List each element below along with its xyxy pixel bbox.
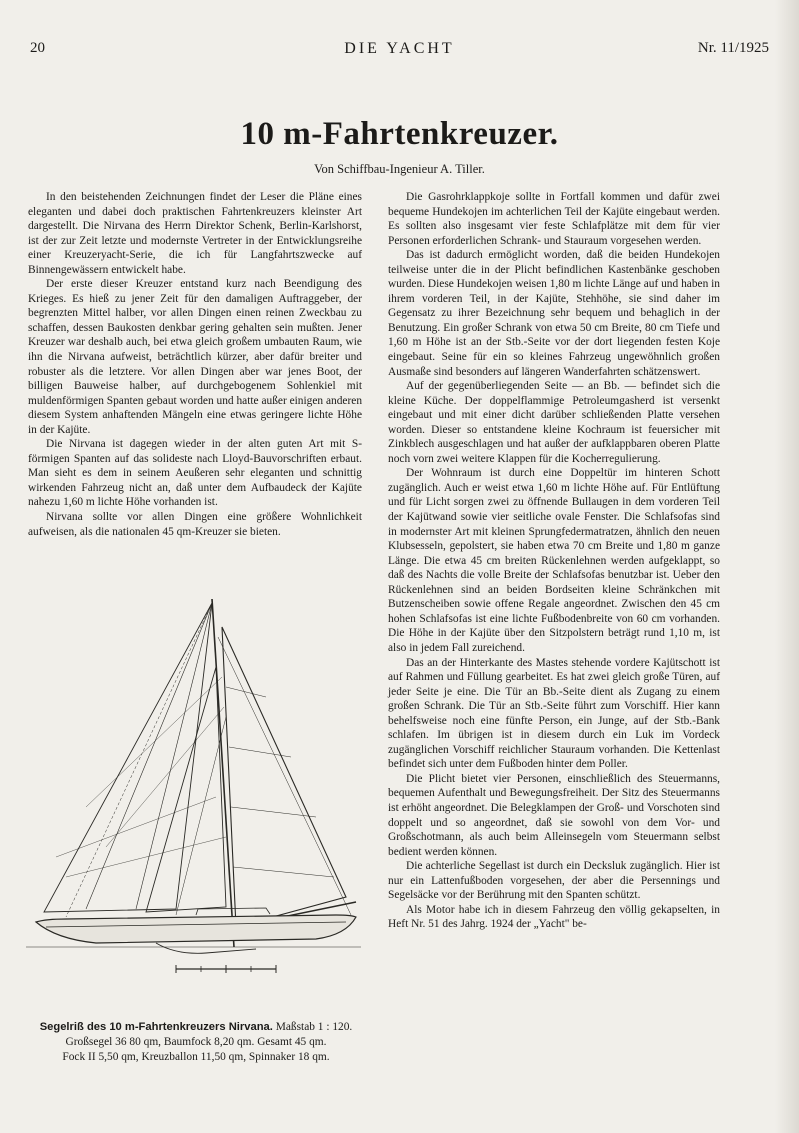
caption-sail-areas-1: Großsegel 36 80 qm, Baumfock 8,20 qm. Gesamt 45 qm. [65,1036,327,1048]
paragraph: Nirvana sollte vor allen Dingen eine größere Wohnlichkeit aufweisen, als die nationalen 45 qm-Kreuzer sie bieten. [28,511,362,538]
paragraph: Der erste dieser Kreuzer entstand kurz nach Beendigung des Krieges. Es hieß zu jener Zeit für den damaligen Auftraggeber, der begrenzten Mittel halber, vor allen Dingen einen reinen Zweckbau zu schaffen, dessen Baukosten denkbar gering gehalten sein mußten. Jener Kreuzer war deshalb auch, bei etwa gleich großem umbauten Raum, wie ihn die Nirvana aufweist, beträchtlich kürzer, aber dafür breiter und robuster als die letztere. Vor allen Dingen aber war jenes Boot, der billigen Bauweise halber, auf durchgebogenem Sohlenkiel mit muldenförmigen Spanten gebaut worden und hatte außer einigen anderen diesem System anhaftenden Mängeln eine etwas geringere lichte Höhe in der Kajüte. [28,278,363,436]
paragraph: Das ist dadurch ermöglicht worden, daß die beiden Hundekojen teilweise unter die in der Plicht befindlichen Kastenbänke geschoben wurden. Diese Hundekojen weisen 1,80 m lichte Länge auf und haben in ihrem vorderen Teil, in der Kajüte, Stehhöhe, sie sind daher im Gegensatz zu ihrer Bezeichnung sehr bequem und behaglich in der Benutzung. Ein großer Schrank von etwa 50 cm Breite, 80 cm Tiefe und 1,60 m Höhe ist an der Stb.-Seite vor der dort liegenden festen Koje eingebaut. Seine für ein so kleines Fahrzeug ungewöhnlich großen Ausmaße sind besonders auf längeren Wanderfahrten schätzenswert. [388,249,720,378]
issue-number: Nr. 11/1925 [697,40,769,56]
paragraph: Der Wohnraum ist durch eine Doppeltür im hinteren Schott zugänglich. Auch er weist etwa 1,60 m lichte Höhe auf. Für Entlüftung und für Licht sorgen zwei zu öffnende Bullaugen in dem vorderen Teil der Kajütwand sowie vier seitliche ovale Fenster. Die Schlafsofas sind in modernster Art mit kleinen Sprungfedermatratzen, ähnlich den neuen Klubsesseln, gepolstert, sie haben etwa 70 cm Breite und 1,80 m ganze Länge. Die etwa 45 cm breiten Rückenlehnen werden aufgeklappt, so daß des Nachts die volle Breite der Schlafsofas benutzbar ist. Ueber den Rückenlehnen sind an beiden Bordseiten kleine Schränkchen mit Butzenscheiben sowie offene Regale angeordnet. Zwischen den 45 cm hohen Schlafsofas ist eine lichte Fußbodenbreite von 60 cm vorhanden. Die Höhe in der Kajüte über den Sitzpolstern beträgt rund 1,10 m, ist also in jedem Fall zureichend. [388,467,720,654]
paragraph: Die Plicht bietet vier Personen, einschließlich des Steuermanns, bequemen Aufenthalt und Bewegungsfreiheit. Der Sitz des Steuermanns ist erhöht angeordnet. Die Belegklampen der Groß- und Vorschoten sind doppelt und so angeordnet, daß sie sowohl von dem Vor- und Großschotmann, als auch beim Alleinsegeln vom Steuermann selbst bedient werden können. [388,772,720,858]
paragraph: Die Gasrohrklappkoje sollte in Fortfall kommen und dafür zwei bequeme Hundekojen im achterlichen Teil der Kajüte eingebaut werden. Es sollten also insgesamt vier feste Schlafplätze mit dem für vier Personen erforderlichen Schrank- und Stauraum vorgesehen werden. [388,191,720,247]
paragraph: Die achterliche Segellast ist durch ein Decksluk zugänglich. Hier ist nur ein Lattenfußboden vorgesehen, der aber die Persennings und Segelsäcke vor der Berührung mit den Spanten schützt. [388,860,720,902]
figure-caption [26,1020,366,1065]
paragraph: Die Nirvana ist dagegen wieder in der alten guten Art mit S-förmigen Spanten auf das solideste nach Lloyd-Bauvorschriften erbaut. Man sieht es dem in seinem Aeußeren sehr eleganten und schnittig wirkenden Fahrzeug nicht an, daß unter dem Aufbaudeck der Kajüte nahezu 1,60 m lichte Höhe vorhanden ist. [28,438,362,509]
article-byline: Von Schiffbau-Ingenieur A. Tiller. [314,162,485,176]
journal-title: DIE YACHT [344,40,455,57]
paragraph: Auf der gegenüberliegenden Seite — an Bb. — befindet sich die kleine Küche. Der doppelflammige Petroleumgasherd ist versenkt eingebaut und mit einer dicht darüber schließenden Platte versehen worden. Dieser so entstandene kleine Kochraum ist feuersicher mit Zinkblech ausgeschlagen und hat außer der aufklappbaren oberen Platte noch vorn zwei weitere Klappen für die Kocherregulierung. [388,380,720,465]
caption-scale: Maßstab 1 : 120. [275,1021,353,1033]
paragraph: In den beistehenden Zeichnungen findet der Leser die Pläne eines eleganten und dabei doch praktischen Fahrtenkreuzers kleinster Art dargestellt. Die Nirvana des Herrn Direktor Schenk, Berlin-Karlshorst, ist der zur Zeit letzte und modernste Vertreter in der Entwicklungsreihe einer Kreuzeryacht-Serie, die ich für Langfahrtszwecke auf Binnengewässern entwickelt habe. [28,191,362,276]
caption-sail-areas-2: Fock II 5,50 qm, Kreuzballon 11,50 qm, Spinnaker 18 qm. [62,1051,330,1063]
article-title: 10 m-Fahrtenkreuzer. [240,116,559,152]
paragraph: Das an der Hinterkante des Mastes stehende vordere Kajütschott ist auf Rahmen und Füllung gearbeitet. Es hat zwei gleich große Türen, auf jeder Seite je eine. Die Tür an Bb.-Seite dient als Zugang zu einem großen Schrank. Die Tür an Stb.-Seite führt zum Vorschiff. Hier kann behelfsweise noch eine fünfte Person, ein Junge, auf der Stb.-Bank schlafen. Im übrigen ist in diesem durch ein Luk im Vordeck zugänglichen Vorschiff reichlicher Stauraum vorhanden. Die Kettenlast befindet sich unter dem Fußboden hinter dem Poller. [388,656,720,771]
spinnaker-outline [44,603,212,912]
sail-plan-drawing [26,597,366,1017]
page-edge-shadow [775,0,799,1133]
right-column [388,190,720,932]
caption-title: Segelriß des 10 m-Fahrtenkreuzers Nirvana. [39,1021,273,1033]
hull-outline [36,915,356,943]
page-number: 20 [30,40,45,56]
caption-first-line [26,1020,366,1035]
sail-plan-svg [26,597,366,1017]
paragraph: Als Motor habe ich in diesem Fahrzeug den völlig gekapselten, in Heft Nr. 51 des Jahrg. 1924 der „Yacht" be- [388,903,720,931]
mainsail-outline [222,627,346,927]
left-column [28,190,362,539]
